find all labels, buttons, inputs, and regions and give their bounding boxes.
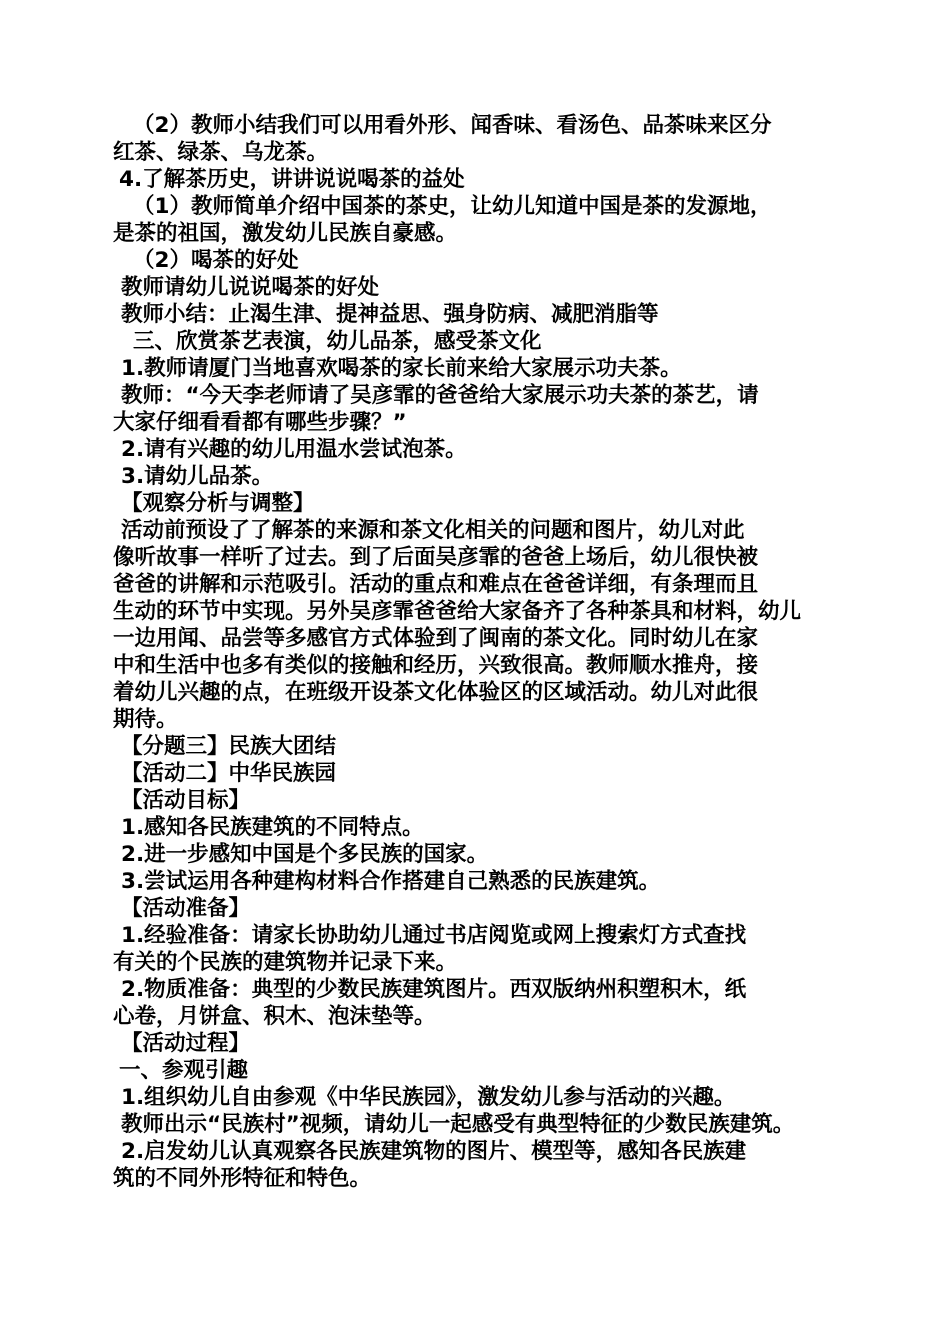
text-line: 3.请幼儿品茶。 <box>121 464 274 489</box>
text-line: （1）教师简单介绍中国茶的茶史，让幼儿知道中国是茶的发源地， <box>133 194 772 219</box>
text-line: 3.尝试运用各种建构材料合作搭建自己熟悉的民族建筑。 <box>121 869 661 894</box>
text-line: 教师请幼儿说说喝茶的好处 <box>121 275 380 300</box>
text-line: 中和生活中也多有类似的接触和经历，兴致很高。教师顺水推舟，接 <box>113 653 759 678</box>
text-line: 红茶、绿茶、乌龙茶。 <box>113 140 329 165</box>
text-line: 2.物质准备：典型的少数民族建筑图片。西双版纳州积塑积木，纸 <box>121 977 747 1002</box>
text-line: （2）喝茶的好处 <box>133 248 299 273</box>
section-heading: 【活动二】中华民族园 <box>121 761 337 786</box>
text-line: 4.了解茶历史，讲讲说说喝茶的益处 <box>119 167 465 192</box>
text-line: 着幼儿兴趣的点，在班级开设茶文化体验区的区域活动。幼儿对此很 <box>113 680 759 705</box>
text-line: 2.启发幼儿认真观察各民族建筑物的图片、模型等，感知各民族建 <box>121 1139 747 1164</box>
text-line: 1.教师请厦门当地喜欢喝茶的家长前来给大家展示功夫茶。 <box>121 356 682 381</box>
section-heading: 【分题三】民族大团结 <box>121 734 337 759</box>
text-line: 2.请有兴趣的幼儿用温水尝试泡茶。 <box>121 437 467 462</box>
text-line: 1.经验准备：请家长协助幼儿通过书店阅览或网上搜索灯方式查找 <box>121 923 747 948</box>
text-line: 是茶的祖国，激发幼儿民族自豪感。 <box>113 221 458 246</box>
text-line: 心卷，月饼盒、积木、泡沫垫等。 <box>113 1004 436 1029</box>
section-heading: 【活动过程】 <box>121 1031 251 1056</box>
text-line: 教师出示“民族村”视频，请幼儿一起感受有典型特征的少数民族建筑。 <box>121 1112 795 1137</box>
text-line: 1.感知各民族建筑的不同特点。 <box>121 815 424 840</box>
section-heading: 一、参观引趣 <box>119 1058 249 1083</box>
section-heading: 【活动准备】 <box>121 896 251 921</box>
section-heading: 【活动目标】 <box>121 788 251 813</box>
text-line: 教师小结：止渴生津、提神益思、强身防病、减肥消脂等 <box>121 302 659 327</box>
text-line: 有关的个民族的建筑物并记录下来。 <box>113 950 458 975</box>
text-line: 大家仔细看看都有哪些步骤？” <box>113 410 407 435</box>
text-line: （2）教师小结我们可以用看外形、闻香味、看汤色、品茶味来区分 <box>133 113 772 138</box>
text-line: 一边用闻、品尝等多感官方式体验到了闽南的茶文化。同时幼儿在家 <box>113 626 759 651</box>
document-body <box>113 112 843 1192</box>
text-line: 生动的环节中实现。另外吴彦霏爸爸给大家备齐了各种茶具和材料，幼儿 <box>113 599 802 624</box>
text-line: 活动前预设了了解茶的来源和茶文化相关的问题和图片，幼儿对此 <box>121 518 745 543</box>
text-line: 期待。 <box>113 707 178 732</box>
text-line: 像听故事一样听了过去。到了后面吴彦霏的爸爸上场后，幼儿很快被 <box>113 545 759 570</box>
text-line: 爸爸的讲解和示范吸引。活动的重点和难点在爸爸详细，有条理而且 <box>113 572 759 597</box>
text-line: 1.组织幼儿自由参观《中华民族园》，激发幼儿参与活动的兴趣。 <box>121 1085 736 1110</box>
section-heading: 【观察分析与调整】 <box>121 491 315 516</box>
text-line: 筑的不同外形特征和特色。 <box>113 1166 372 1191</box>
section-heading: 三、欣赏茶艺表演，幼儿品茶，感受茶文化 <box>133 329 542 354</box>
text-line: 2.进一步感知中国是个多民族的国家。 <box>121 842 489 867</box>
text-line: 教师：“今天李老师请了吴彦霏的爸爸给大家展示功夫茶的茶艺，请 <box>121 383 759 408</box>
